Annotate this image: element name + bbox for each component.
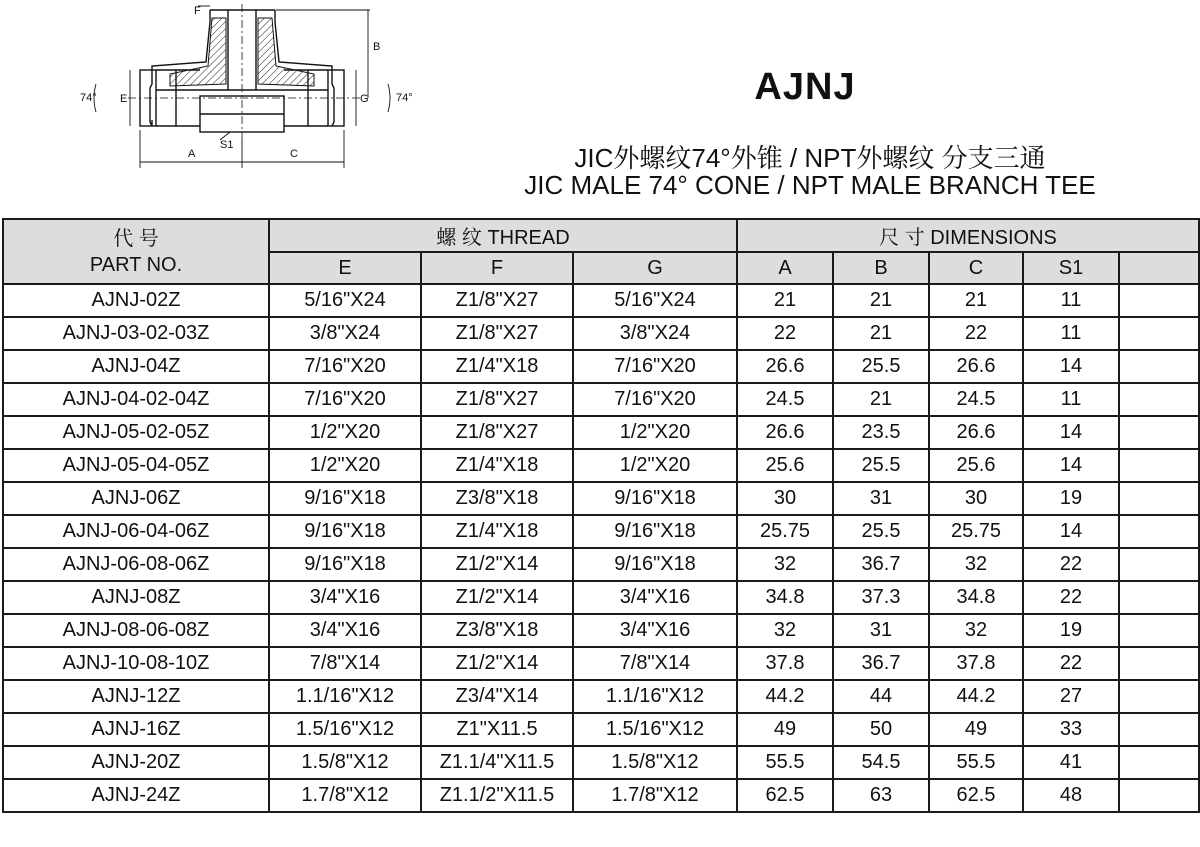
cell-part-no: AJNJ-06-08-06Z bbox=[3, 548, 269, 581]
cell-dim-b: 31 bbox=[833, 482, 929, 515]
cell-thread-e: 9/16"X18 bbox=[269, 482, 421, 515]
cell-dim-a: 22 bbox=[737, 317, 833, 350]
cell-thread-f: Z1/4"X18 bbox=[421, 515, 573, 548]
cell-dim-a: 32 bbox=[737, 614, 833, 647]
dimensions-group-header: 尺 寸 DIMENSIONS bbox=[737, 219, 1199, 252]
cell-thread-e: 1/2"X20 bbox=[269, 416, 421, 449]
cell-thread-f: Z1/2"X14 bbox=[421, 581, 573, 614]
cell-empty bbox=[1119, 746, 1199, 779]
table-row bbox=[3, 317, 1199, 350]
part-no-header-cn: 代 号 bbox=[113, 227, 159, 250]
cell-thread-f: Z1.1/2"X11.5 bbox=[421, 779, 573, 812]
table-row bbox=[3, 746, 1199, 779]
cell-thread-f: Z1/8"X27 bbox=[421, 284, 573, 317]
column-header-s1: S1 bbox=[1023, 252, 1119, 284]
cell-thread-g: 1/2"X20 bbox=[573, 416, 737, 449]
cell-dim-b: 36.7 bbox=[833, 548, 929, 581]
cell-empty bbox=[1119, 350, 1199, 383]
cell-dim-a: 25.75 bbox=[737, 515, 833, 548]
column-header-g: G bbox=[573, 252, 737, 284]
cell-thread-e: 7/16"X20 bbox=[269, 383, 421, 416]
cell-dim-c: 30 bbox=[929, 482, 1023, 515]
cell-thread-f: Z1/2"X14 bbox=[421, 647, 573, 680]
part-no-header-en: PART NO. bbox=[89, 253, 183, 276]
label-angle-left: 74° bbox=[80, 92, 97, 104]
specification-table bbox=[2, 218, 1200, 813]
cell-dim-c: 44.2 bbox=[929, 680, 1023, 713]
cell-empty bbox=[1119, 614, 1199, 647]
cell-dim-a: 32 bbox=[737, 548, 833, 581]
cell-dim-s1: 33 bbox=[1023, 713, 1119, 746]
cell-dim-s1: 11 bbox=[1023, 317, 1119, 350]
cell-thread-f: Z3/4"X14 bbox=[421, 680, 573, 713]
cell-dim-b: 36.7 bbox=[833, 647, 929, 680]
cell-part-no: AJNJ-05-02-05Z bbox=[3, 416, 269, 449]
table-row bbox=[3, 284, 1199, 317]
cell-thread-e: 1.5/8"X12 bbox=[269, 746, 421, 779]
cell-thread-g: 9/16"X18 bbox=[573, 515, 737, 548]
label-f: F bbox=[194, 5, 201, 17]
label-g: G bbox=[360, 93, 369, 105]
part-no-header bbox=[3, 219, 269, 284]
column-header-a: A bbox=[737, 252, 833, 284]
cell-dim-s1: 22 bbox=[1023, 548, 1119, 581]
cell-empty bbox=[1119, 317, 1199, 350]
table-row bbox=[3, 449, 1199, 482]
cell-dim-s1: 48 bbox=[1023, 779, 1119, 812]
cell-empty bbox=[1119, 383, 1199, 416]
cell-dim-c: 26.6 bbox=[929, 416, 1023, 449]
cell-thread-e: 9/16"X18 bbox=[269, 515, 421, 548]
cell-dim-c: 25.6 bbox=[929, 449, 1023, 482]
cell-thread-e: 7/8"X14 bbox=[269, 647, 421, 680]
cell-dim-a: 55.5 bbox=[737, 746, 833, 779]
cell-dim-b: 63 bbox=[833, 779, 929, 812]
cell-part-no: AJNJ-04-02-04Z bbox=[3, 383, 269, 416]
column-header-e: E bbox=[269, 252, 421, 284]
cell-empty bbox=[1119, 482, 1199, 515]
cell-dim-c: 32 bbox=[929, 548, 1023, 581]
cell-empty bbox=[1119, 548, 1199, 581]
cell-dim-b: 21 bbox=[833, 317, 929, 350]
cell-dim-s1: 14 bbox=[1023, 515, 1119, 548]
cell-dim-s1: 27 bbox=[1023, 680, 1119, 713]
cell-part-no: AJNJ-03-02-03Z bbox=[3, 317, 269, 350]
cell-empty bbox=[1119, 416, 1199, 449]
cell-dim-b: 25.5 bbox=[833, 449, 929, 482]
cell-dim-b: 23.5 bbox=[833, 416, 929, 449]
cell-dim-s1: 14 bbox=[1023, 416, 1119, 449]
cell-dim-b: 37.3 bbox=[833, 581, 929, 614]
cell-dim-a: 30 bbox=[737, 482, 833, 515]
cell-thread-g: 1/2"X20 bbox=[573, 449, 737, 482]
cell-part-no: AJNJ-08Z bbox=[3, 581, 269, 614]
cell-dim-a: 44.2 bbox=[737, 680, 833, 713]
cell-dim-a: 25.6 bbox=[737, 449, 833, 482]
cell-thread-g: 9/16"X18 bbox=[573, 482, 737, 515]
subtitle-chinese: JIC外螺纹74°外锥 / NPT外螺纹 分支三通 bbox=[574, 143, 1046, 173]
cell-thread-e: 9/16"X18 bbox=[269, 548, 421, 581]
cell-thread-f: Z1/8"X27 bbox=[421, 383, 573, 416]
cell-thread-e: 1.7/8"X12 bbox=[269, 779, 421, 812]
cell-dim-s1: 14 bbox=[1023, 449, 1119, 482]
table-row bbox=[3, 647, 1199, 680]
cell-dim-a: 26.6 bbox=[737, 416, 833, 449]
cell-dim-c: 37.8 bbox=[929, 647, 1023, 680]
cell-part-no: AJNJ-04Z bbox=[3, 350, 269, 383]
column-header-f: F bbox=[421, 252, 573, 284]
cell-thread-e: 1.5/16"X12 bbox=[269, 713, 421, 746]
cell-part-no: AJNJ-12Z bbox=[3, 680, 269, 713]
table-row bbox=[3, 383, 1199, 416]
table-row bbox=[3, 614, 1199, 647]
cell-dim-a: 62.5 bbox=[737, 779, 833, 812]
cell-part-no: AJNJ-08-06-08Z bbox=[3, 614, 269, 647]
cell-dim-c: 55.5 bbox=[929, 746, 1023, 779]
cell-thread-f: Z3/8"X18 bbox=[421, 614, 573, 647]
cell-thread-g: 7/16"X20 bbox=[573, 383, 737, 416]
cell-dim-s1: 14 bbox=[1023, 350, 1119, 383]
table-row bbox=[3, 482, 1199, 515]
table-row bbox=[3, 581, 1199, 614]
cell-dim-s1: 22 bbox=[1023, 647, 1119, 680]
cell-dim-s1: 41 bbox=[1023, 746, 1119, 779]
cell-thread-e: 5/16"X24 bbox=[269, 284, 421, 317]
thread-group-header: 螺 纹 THREAD bbox=[269, 219, 737, 252]
cell-thread-e: 1.1/16"X12 bbox=[269, 680, 421, 713]
specification-rows bbox=[3, 284, 1199, 812]
cell-thread-g: 7/16"X20 bbox=[573, 350, 737, 383]
cell-dim-c: 22 bbox=[929, 317, 1023, 350]
cell-dim-b: 21 bbox=[833, 284, 929, 317]
cell-thread-g: 3/8"X24 bbox=[573, 317, 737, 350]
cell-dim-a: 26.6 bbox=[737, 350, 833, 383]
label-a: A bbox=[188, 148, 196, 160]
column-header-empty bbox=[1119, 252, 1199, 284]
label-b: B bbox=[373, 41, 381, 53]
cell-empty bbox=[1119, 779, 1199, 812]
cell-thread-e: 3/4"X16 bbox=[269, 614, 421, 647]
table-row bbox=[3, 416, 1199, 449]
cell-dim-b: 54.5 bbox=[833, 746, 929, 779]
cell-empty bbox=[1119, 284, 1199, 317]
cell-thread-f: Z1/4"X18 bbox=[421, 449, 573, 482]
cell-dim-a: 49 bbox=[737, 713, 833, 746]
cell-part-no: AJNJ-05-04-05Z bbox=[3, 449, 269, 482]
cell-part-no: AJNJ-24Z bbox=[3, 779, 269, 812]
cell-part-no: AJNJ-02Z bbox=[3, 284, 269, 317]
table-row bbox=[3, 548, 1199, 581]
cell-part-no: AJNJ-10-08-10Z bbox=[3, 647, 269, 680]
cell-dim-b: 25.5 bbox=[833, 350, 929, 383]
cell-thread-g: 1.7/8"X12 bbox=[573, 779, 737, 812]
cell-thread-g: 3/4"X16 bbox=[573, 581, 737, 614]
cell-dim-a: 37.8 bbox=[737, 647, 833, 680]
cell-dim-a: 24.5 bbox=[737, 383, 833, 416]
label-angle-right: 74° bbox=[396, 92, 413, 104]
cell-thread-f: Z1.1/4"X11.5 bbox=[421, 746, 573, 779]
cell-dim-s1: 11 bbox=[1023, 383, 1119, 416]
cell-thread-e: 3/8"X24 bbox=[269, 317, 421, 350]
product-code-title: AJNJ bbox=[754, 66, 856, 108]
cell-thread-e: 3/4"X16 bbox=[269, 581, 421, 614]
cell-thread-e: 1/2"X20 bbox=[269, 449, 421, 482]
cell-empty bbox=[1119, 515, 1199, 548]
cell-empty bbox=[1119, 449, 1199, 482]
column-header-c: C bbox=[929, 252, 1023, 284]
subtitle-english: JIC MALE 74° CONE / NPT MALE BRANCH TEE bbox=[524, 170, 1096, 200]
label-s1: S1 bbox=[220, 139, 234, 151]
label-e: E bbox=[120, 93, 128, 105]
cell-thread-g: 9/16"X18 bbox=[573, 548, 737, 581]
cell-thread-g: 7/8"X14 bbox=[573, 647, 737, 680]
cell-thread-f: Z1/8"X27 bbox=[421, 416, 573, 449]
cell-empty bbox=[1119, 680, 1199, 713]
cell-part-no: AJNJ-06-04-06Z bbox=[3, 515, 269, 548]
cell-thread-g: 1.5/8"X12 bbox=[573, 746, 737, 779]
cell-dim-c: 26.6 bbox=[929, 350, 1023, 383]
cell-dim-c: 49 bbox=[929, 713, 1023, 746]
cell-dim-s1: 22 bbox=[1023, 581, 1119, 614]
label-c: C bbox=[290, 148, 298, 160]
cell-dim-b: 31 bbox=[833, 614, 929, 647]
cell-dim-b: 50 bbox=[833, 713, 929, 746]
cell-thread-f: Z1/8"X27 bbox=[421, 317, 573, 350]
cell-dim-c: 62.5 bbox=[929, 779, 1023, 812]
cell-empty bbox=[1119, 713, 1199, 746]
cell-part-no: AJNJ-20Z bbox=[3, 746, 269, 779]
cell-part-no: AJNJ-06Z bbox=[3, 482, 269, 515]
cell-thread-f: Z1/2"X14 bbox=[421, 548, 573, 581]
cell-thread-g: 3/4"X16 bbox=[573, 614, 737, 647]
cell-dim-a: 34.8 bbox=[737, 581, 833, 614]
cell-dim-c: 32 bbox=[929, 614, 1023, 647]
column-header-b: B bbox=[833, 252, 929, 284]
cell-dim-a: 21 bbox=[737, 284, 833, 317]
cell-dim-b: 44 bbox=[833, 680, 929, 713]
cell-dim-b: 25.5 bbox=[833, 515, 929, 548]
cell-dim-s1: 19 bbox=[1023, 614, 1119, 647]
cell-dim-c: 25.75 bbox=[929, 515, 1023, 548]
cell-dim-s1: 19 bbox=[1023, 482, 1119, 515]
cell-thread-g: 1.5/16"X12 bbox=[573, 713, 737, 746]
cell-part-no: AJNJ-16Z bbox=[3, 713, 269, 746]
cell-dim-s1: 11 bbox=[1023, 284, 1119, 317]
cell-empty bbox=[1119, 581, 1199, 614]
table-row bbox=[3, 350, 1199, 383]
table-row bbox=[3, 713, 1199, 746]
cell-thread-e: 7/16"X20 bbox=[269, 350, 421, 383]
tee-fitting-drawing bbox=[70, 0, 430, 200]
table-row bbox=[3, 515, 1199, 548]
table-row bbox=[3, 680, 1199, 713]
cell-dim-c: 24.5 bbox=[929, 383, 1023, 416]
cell-thread-f: Z1/4"X18 bbox=[421, 350, 573, 383]
cell-thread-f: Z3/8"X18 bbox=[421, 482, 573, 515]
cell-dim-c: 21 bbox=[929, 284, 1023, 317]
cell-thread-g: 1.1/16"X12 bbox=[573, 680, 737, 713]
cell-thread-g: 5/16"X24 bbox=[573, 284, 737, 317]
cell-dim-b: 21 bbox=[833, 383, 929, 416]
table-row bbox=[3, 779, 1199, 812]
cell-empty bbox=[1119, 647, 1199, 680]
cell-dim-c: 34.8 bbox=[929, 581, 1023, 614]
cell-thread-f: Z1"X11.5 bbox=[421, 713, 573, 746]
